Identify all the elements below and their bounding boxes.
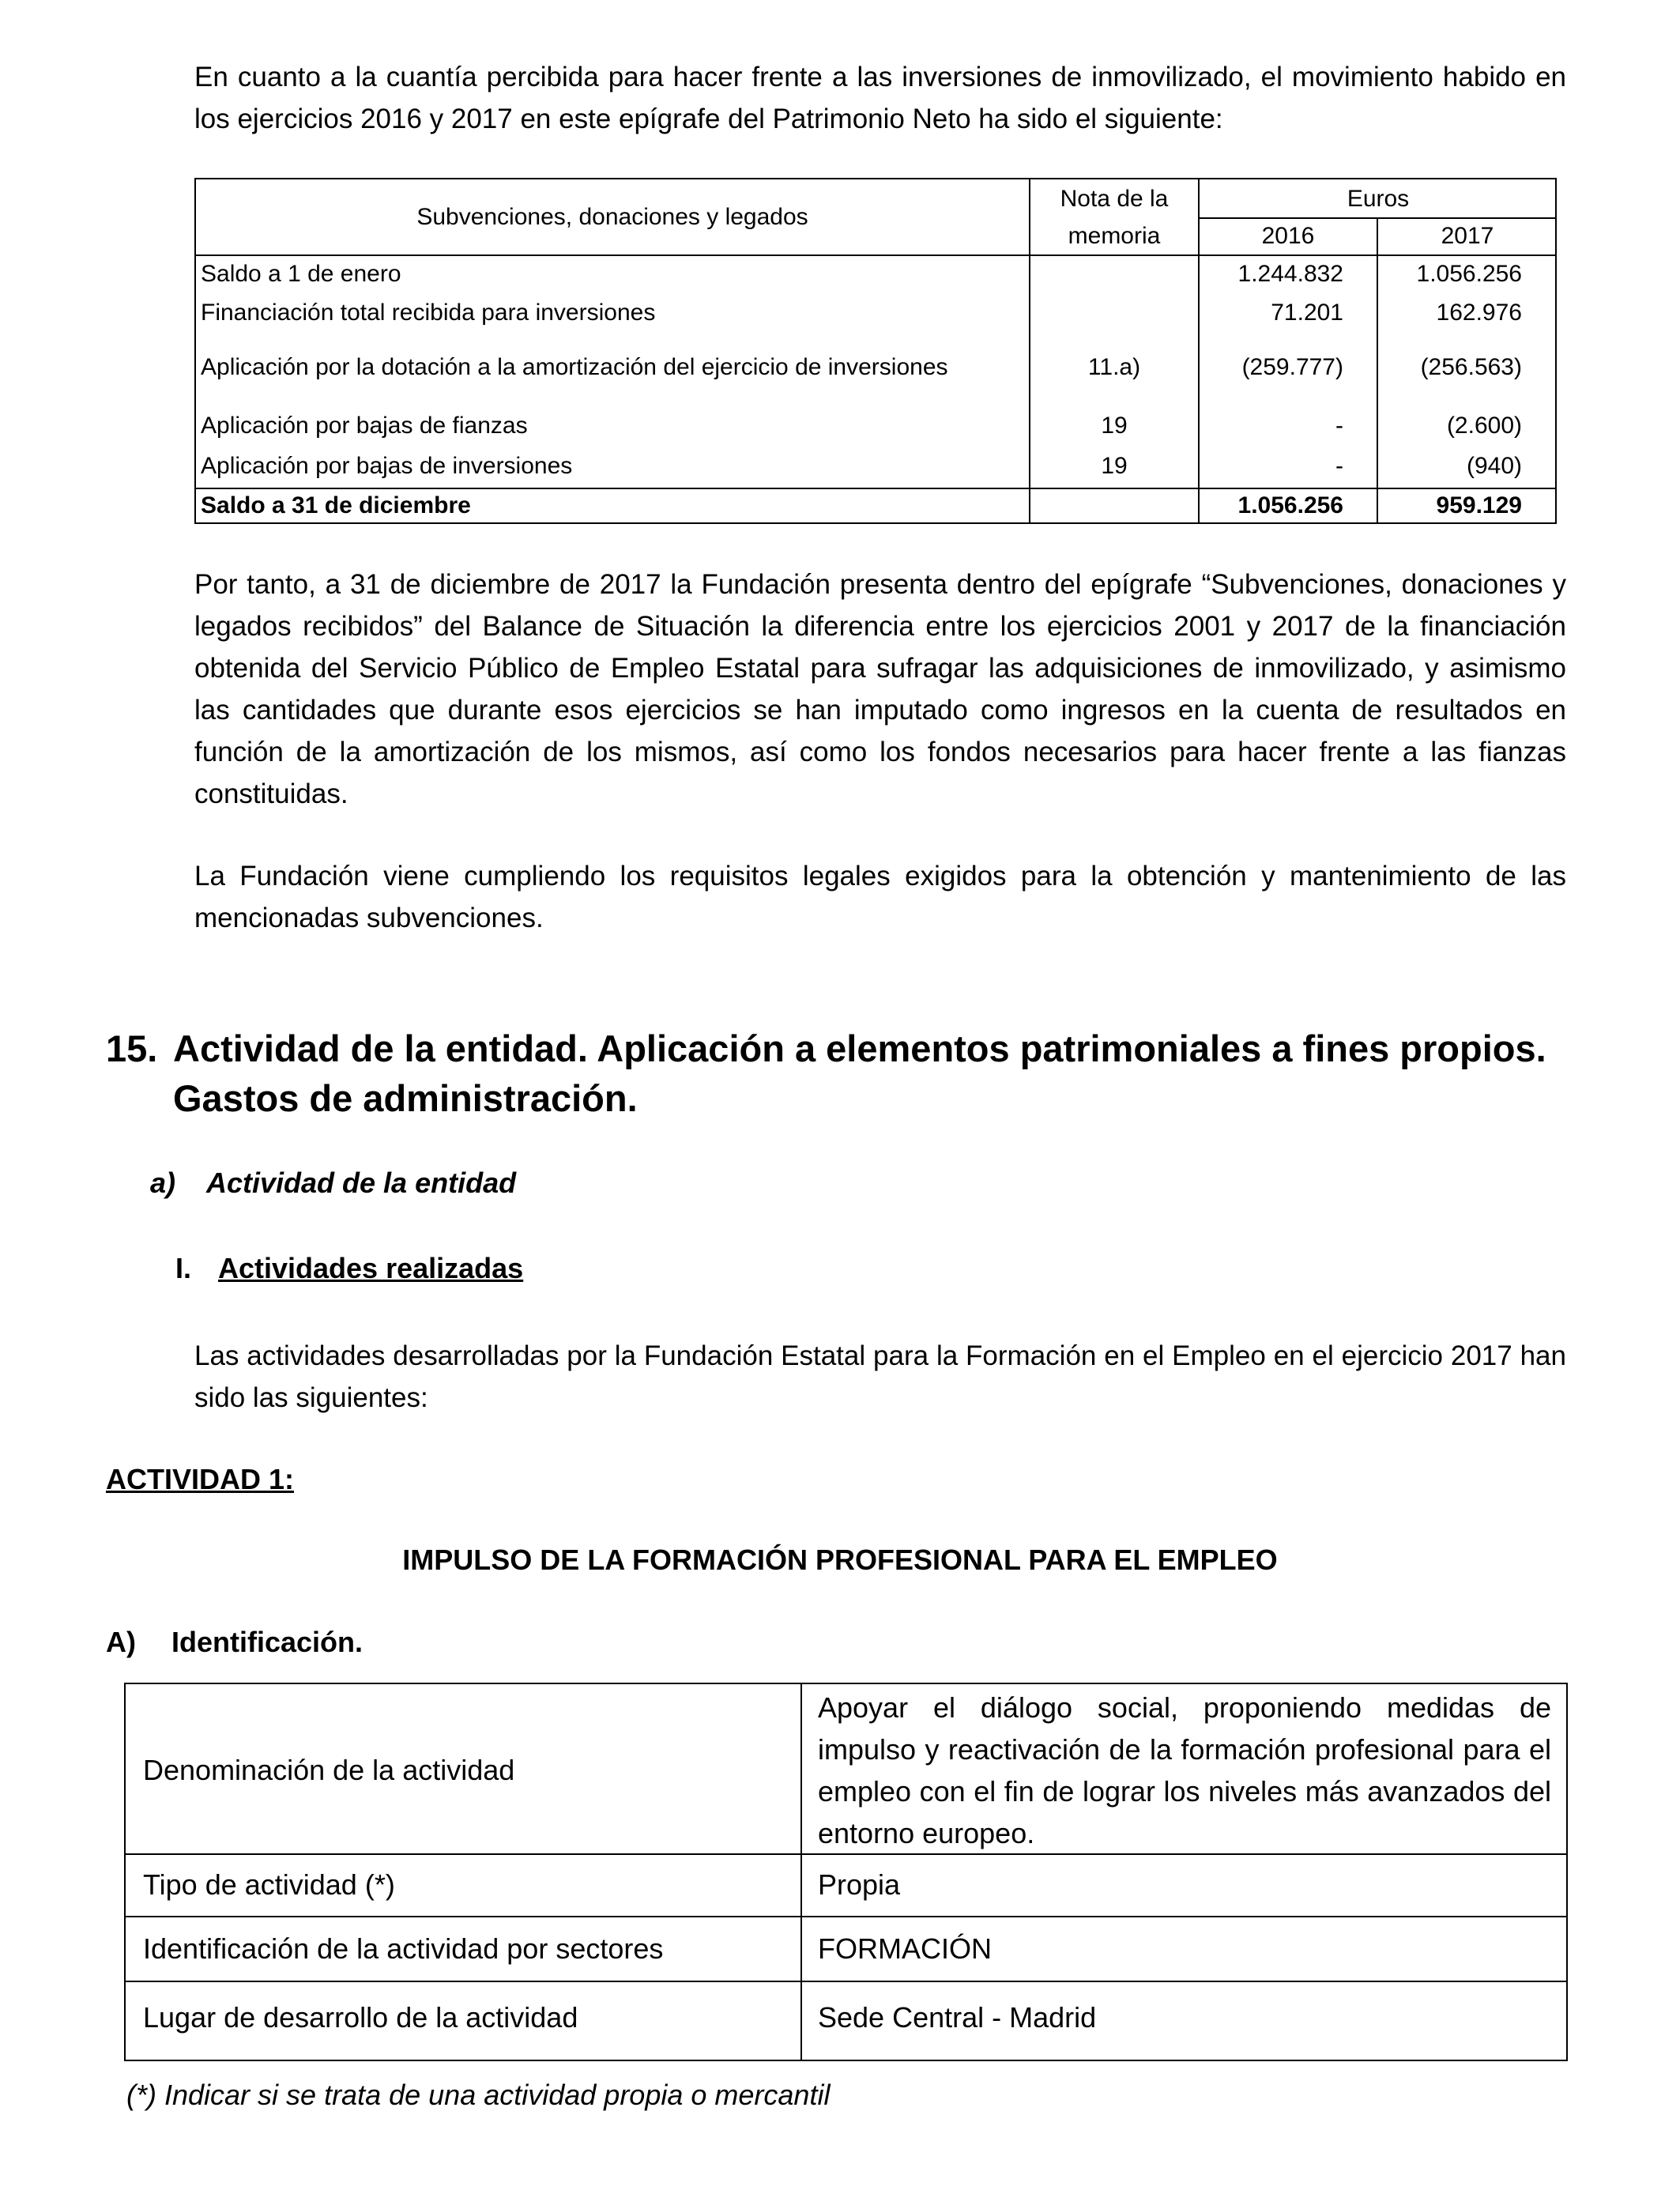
table-header-euros: Euros: [1347, 186, 1410, 212]
table-cell: (2.600): [1446, 413, 1522, 439]
table-cell: (940): [1466, 453, 1522, 479]
intro-paragraph: En cuanto a la cuantía percibida para hacer frente a las inversiones de inmovilizado, el movimiento habido en los ejercicios 2016 y 2017 en este epígrafe del Patrimonio Neto ha sido el siguiente:: [194, 62, 1566, 134]
table-cell: -: [1335, 453, 1343, 479]
subsection-title: Actividades realizadas: [218, 1252, 524, 1284]
table-divider: [800, 1684, 802, 2060]
table-cell: 162.976: [1436, 300, 1522, 326]
table-cell-value: FORMACIÓN: [818, 1932, 992, 1965]
identificacion-title: Identificación.: [171, 1626, 363, 1658]
table-row-label: Aplicación por la dotación a la amortización del ejercicio de inversiones: [201, 354, 948, 380]
table-cell: 1.244.832: [1237, 261, 1343, 287]
table-cell: (259.777): [1241, 354, 1343, 380]
table-divider: [1377, 218, 1378, 522]
table-cell: 1.056.256: [1416, 261, 1522, 287]
table-row-label: Financiación total recibida para inversiones: [201, 300, 656, 326]
paragraph-actividades: Las actividades desarrolladas por la Fundación Estatal para la Formación en el Empleo en el ejercicio 2017 han sido las siguientes:: [194, 1340, 1566, 1413]
table-total-label: Saldo a 31 de diciembre: [201, 492, 471, 518]
table-header-year: 2016: [1261, 223, 1315, 249]
table-cell-value: Sede Central - Madrid: [818, 2001, 1097, 2034]
table-row-label: Aplicación por bajas de inversiones: [201, 453, 573, 479]
table-header-year: 2017: [1441, 223, 1494, 249]
subsection-marker: I.: [175, 1252, 192, 1284]
table-row-label: Denominación de la actividad: [143, 1754, 515, 1786]
table-cell: 11.a): [1087, 354, 1141, 380]
table-row-label: Lugar de desarrollo de la actividad: [143, 2001, 578, 2034]
table-cell-value: Propia: [818, 1868, 901, 1901]
table-cell: 19: [1101, 453, 1128, 479]
section-number: 15.: [106, 1027, 158, 1069]
identificacion-marker: A): [106, 1626, 136, 1658]
actividad-title: IMPULSO DE LA FORMACIÓN PROFESIONAL PARA EL EMPLEO: [402, 1544, 1278, 1576]
table-header-nota: memoria: [1068, 223, 1161, 249]
table-divider: [196, 254, 1555, 256]
footnote: (*) Indicar si se trata de una actividad propia o mercantil: [126, 2079, 831, 2111]
section-title: Actividad de la entidad. Aplicación a elementos patrimoniales a fines propios.: [173, 1027, 1546, 1069]
table-cell: 19: [1101, 413, 1128, 439]
paragraph-fundacion-balance: Por tanto, a 31 de diciembre de 2017 la Fundación presenta dentro del epígrafe “Subvenciones, donaciones y legados recibidos” del Balance de Situación la diferencia entre los ejercicios 2001 y 2017 de la financiación obtenida del Servicio Público de Empleo Estatal para sufragar las adquisiciones de inmovilizado, y asimismo las cantidades que durante esos ejercicios se han imputado como ingresos en la cuenta de resultados en función de la amortización de los mismos, así como los fondos necesarios para hacer frente a las fianzas constituidas.: [194, 569, 1566, 809]
actividad-label: ACTIVIDAD 1:: [106, 1463, 295, 1495]
table-divider: [196, 488, 1555, 489]
table-header-nota: Nota de la: [1060, 186, 1169, 212]
section-title: Gastos de administración.: [173, 1077, 638, 1119]
table-cell: (256.563): [1420, 354, 1522, 380]
table-total-cell: 1.056.256: [1237, 492, 1343, 518]
table-total-cell: 959.129: [1436, 492, 1522, 518]
table-divider: [126, 1981, 1566, 1982]
table-divider: [126, 1916, 1566, 1917]
table-cell: -: [1335, 413, 1343, 439]
table-row-label: Saldo a 1 de enero: [201, 261, 401, 287]
subvenciones-table: [194, 178, 1557, 524]
table-row-label: Tipo de actividad (*): [143, 1868, 395, 1901]
table-cell: 71.201: [1271, 300, 1343, 326]
table-header-concept: Subvenciones, donaciones y legados: [416, 204, 808, 230]
table-cell-value: Apoyar el diálogo social, proponiendo medidas de impulso y reactivación de la formación profesional para el empleo con el fin de lograr los niveles más avanzados del entorno europeo.: [818, 1691, 1551, 1849]
paragraph-requisitos: La Fundación viene cumpliendo los requisitos legales exigidos para la obtención y mantenimiento de las mencionadas subvenciones.: [194, 861, 1566, 933]
identificacion-table: [124, 1683, 1568, 2061]
table-divider: [1198, 217, 1555, 219]
subsection-title: Actividad de la entidad: [206, 1167, 517, 1199]
table-row-label: Identificación de la actividad por sectores: [143, 1932, 664, 1965]
table-row-label: Aplicación por bajas de fianzas: [201, 413, 528, 439]
subsection-marker: a): [150, 1167, 176, 1199]
